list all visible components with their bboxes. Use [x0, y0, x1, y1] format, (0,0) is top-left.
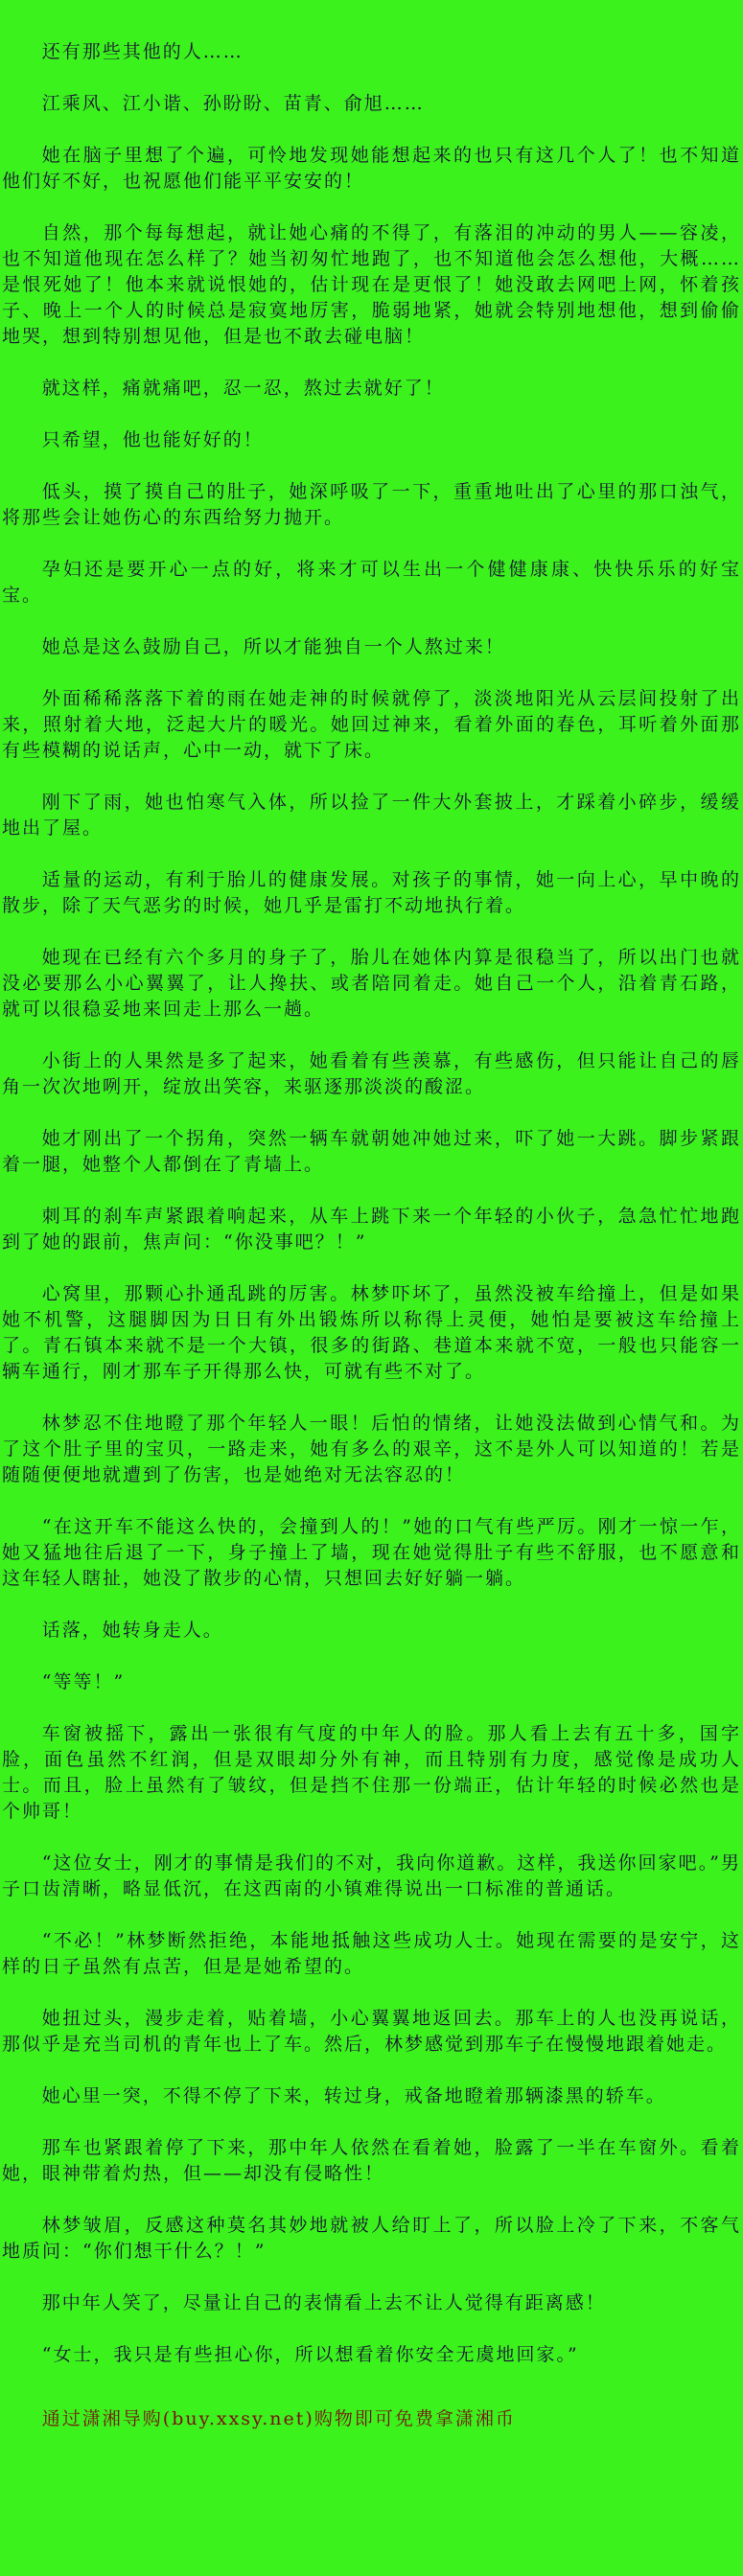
paragraph: 林梦忍不住地瞪了那个年轻人一眼！后怕的情绪，让她没法做到心情气和。为了这个肚子里的宝贝，一路走来，她有多么的艰辛，这不是外人可以知道的！若是随随便便地就遭到了伤害，也是她绝对无法容忍的！: [2, 1413, 741, 1485]
paragraph: “等等！”: [41, 1671, 126, 1692]
paragraph: 话落，她转身走人。: [41, 1620, 223, 1641]
paragraph: 她扭过头，漫步走着，贴着墙，小心翼翼地返回去。那车上的人也没再说话，那似乎是充当司机的青年也上了车。然后，林梦感觉到那车子在慢慢地跟着她走。: [2, 2008, 741, 2055]
paragraph: 外面稀稀落落下着的雨在她走神的时候就停了，淡淡地阳光从云层间投射了出来，照射着大地，泛起大片的暖光。她回过神来，看着外面的春色，耳听着外面那有些模糊的说话声，心中一动，就下了床。: [2, 688, 741, 761]
paragraph: 车窗被摇下，露出一张很有气度的中年人的脸。那人看上去有五十多，国字脸，面色虽然不红润，但是双眼却分外有神，而且特别有力度，感觉像是成功人士。而且，脸上虽然有了皱纹，但是挡不住那一份端正，估计年轻的时候必然也是个帅哥！: [2, 1723, 741, 1822]
paragraph: 她心里一突，不得不停了下来，转过身，戒备地瞪着那辆漆黑的轿车。: [41, 2085, 666, 2106]
paragraph: 林梦皱眉，反感这种莫名其妙地就被人给盯上了，所以脸上冷了下来，不客气地质问：“你们想干什么？！”: [2, 2215, 741, 2262]
paragraph: 她才刚出了一个拐角，突然一辆车就朝她冲她过来，吓了她一大跳。脚步紧跟着一腿，她整个人都倒在了青墙上。: [2, 1128, 741, 1175]
paragraph: 刺耳的刹车声紧跟着响起来，从车上跳下来一个年轻的小伙子，急急忙忙地跑到了她的跟前，焦声问：“你没事吧？！”: [2, 1206, 741, 1253]
paragraph: 她现在已经有六个多月的身子了，胎儿在她体内算是很稳当了，所以出门也就没必要那么小心翼翼了，让人搀扶、或者陪同着走。她自己一个人，沿着青石路，就可以很稳妥地来回走上那么一趟。: [2, 947, 741, 1020]
paragraph: 自然，那个每每想起，就让她心痛的不得了，有落泪的冲动的男人——容凌，也不知道他现在怎么样了？她当初匆忙地跑了，也不知道他会怎么想他，大概……是恨死她了！他本来就说恨她的，估计现在是更恨了！她没敢去网吧上网，怀着孩子、晚上一个人的时候总是寂寞地厉害，脆弱地紧，她就会特别地想他，想到偷偷地哭，想到特别想见他，但是也不敢去碰电脑！: [2, 222, 741, 347]
paragraph: 就这样，痛就痛吧，忍一忍，熬过去就好了！: [41, 378, 445, 399]
paragraph: “女士，我只是有些担心你，所以想看着你安全无虞地回家。”: [41, 2344, 579, 2365]
paragraph: 适量的运动，有利于胎儿的健康发展。对孩子的事情，她一向上心，早中晚的散步，除了天气恶劣的时候，她几乎是雷打不动地执行着。: [2, 869, 741, 916]
paragraph: 刚下了雨，她也怕寒气入体，所以捡了一件大外套披上，才踩着小碎步，缓缓地出了屋。: [2, 792, 741, 839]
paragraph: 江乘风、江小谐、孙盼盼、苗青、俞旭……: [41, 93, 425, 114]
paragraph: 她在脑子里想了个遍，可怜地发现她能想起来的也只有这几个人了！也不知道他们好不好，也祝愿他们能平平安安的！: [2, 145, 741, 192]
paragraph: 小街上的人果然是多了起来，她看着有些羡慕，有些感伤，但只能让自己的唇角一次次地咧开，绽放出笑容，来驱逐那淡淡的酸涩。: [2, 1050, 741, 1097]
promo-link: 通过潇湘导购(buy.xxsy.net)购物即可免费拿潇湘币: [41, 2408, 516, 2429]
paragraph: 低头，摸了摸自己的肚子，她深呼吸了一下，重重地吐出了心里的那口浊气，将那些会让她伤心的东西给努力抛开。: [2, 481, 741, 528]
paragraph: “不必！”林梦断然拒绝，本能地抵触这些成功人士。她现在需要的是安宁，这样的日子虽然有点苦，但是是她希望的。: [2, 1930, 741, 1977]
paragraph: “这位女士，刚才的事情是我们的不对，我向你道歉。这样，我送你回家吧。”男子口齿清晰，略显低沉，在这西南的小镇难得说出一口标准的普通话。: [2, 1852, 741, 1899]
paragraph: 心窝里，那颗心扑通乱跳的厉害。林梦吓坏了，虽然没被车给撞上，但是如果她不机警，这腿脚因为日日有外出锻炼所以称得上灵便，她怕是要被这车给撞上了。青石镇本来就不是一个大镇，很多的街路、巷道本来就不宽，一般也只能容一辆车通行，刚才那车子开得那么快，可就有些不对了。: [2, 1283, 741, 1382]
novel-text-body: [2, 39, 741, 2368]
paragraph: 那中年人笑了，尽量让自己的表情看上去不让人觉得有距离感！: [41, 2292, 606, 2313]
paragraph: 孕妇还是要开心一点的好，将来才可以生出一个健健康康、快快乐乐的好宝宝。: [2, 559, 741, 606]
paragraph: 还有那些其他的人……: [41, 41, 244, 62]
paragraph: 她总是这么鼓励自己，所以才能独自一个人熬过来！: [41, 636, 505, 657]
paragraph: “在这开车不能这么快的，会撞到人的！”她的口气有些严厉。刚才一惊一乍，她又猛地往后退了一下，身子撞上了墙，现在她觉得肚子有些不舒服，也不愿意和这年轻人瞎扯，她没了散步的心情，只想回去好好躺一躺。: [2, 1516, 741, 1589]
paragraph: 只希望，他也能好好的！: [41, 429, 264, 450]
paragraph: 那车也紧跟着停了下来，那中年人依然在看着她，脸露了一半在车窗外。看着她，眼神带着灼热，但——却没有侵略性！: [2, 2137, 741, 2184]
